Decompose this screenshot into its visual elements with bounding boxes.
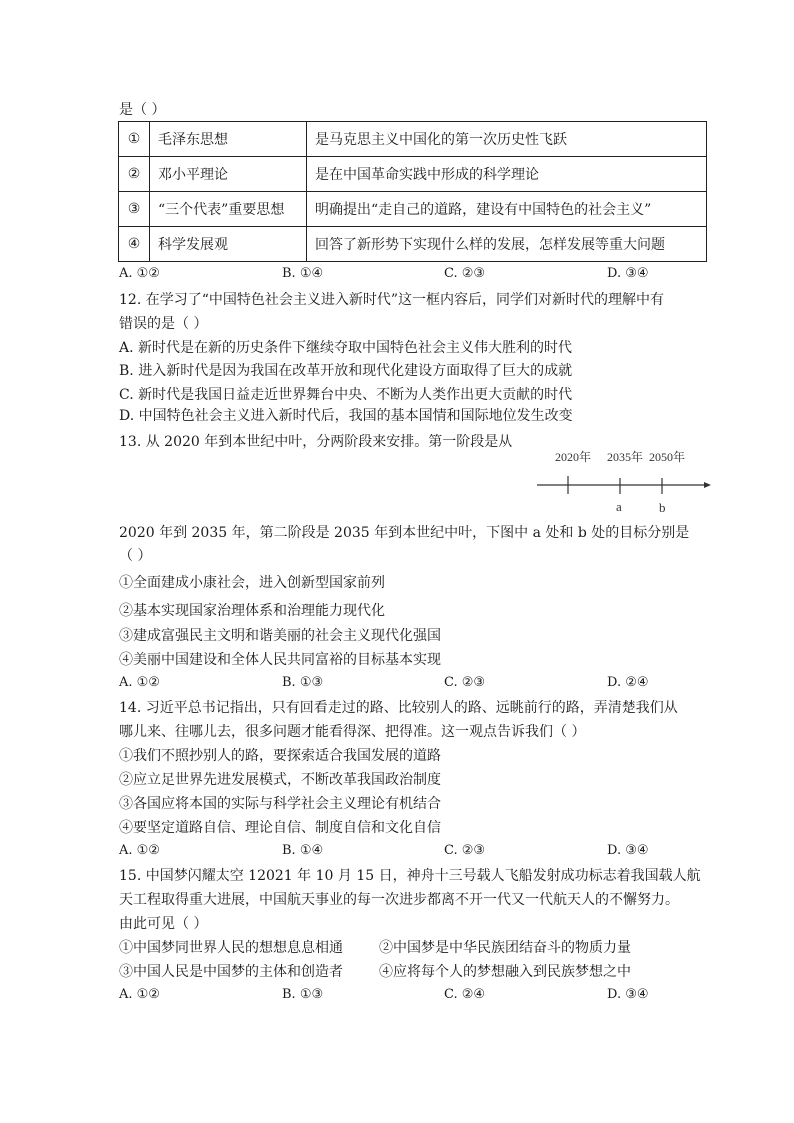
q13-item-3: ③建成富强民主文明和谐美丽的社会主义现代化强国: [119, 628, 441, 644]
q14-item-1: ①我们不照抄别人的路，要探索适合我国发展的道路: [119, 748, 441, 764]
theory-description: 是在中国革命实践中形成的科学理论: [307, 157, 707, 192]
option-d: D. ③④: [607, 987, 649, 1002]
q13-item-1: ①全面建成小康社会，进入创新型国家前列: [119, 575, 385, 591]
row-number: ②: [119, 157, 150, 192]
q14-item-3: ③各国应将本国的实际与科学社会主义理论有机结合: [119, 796, 441, 812]
option-c: C. ②③: [444, 843, 486, 858]
table-row: [119, 227, 707, 262]
arrow-right-icon: [704, 482, 711, 488]
q14-stem-line-2: 哪儿来、往哪儿去，很多问题才能看得深、把得准。这一观点告诉我们（ ）: [119, 724, 586, 740]
theory-table: [118, 121, 707, 262]
q11-stem-tail: 是（ ）: [119, 102, 166, 118]
timeline-mark-b: b: [659, 500, 666, 515]
row-number: ①: [119, 122, 150, 157]
q12-choice-d: D. 中国特色社会主义进入新时代后，我国的基本国情和国际地位发生改变: [119, 408, 573, 424]
q12-stem-line-1: 12. 在学习了“中国特色社会主义进入新时代”这一框内容后，同学们对新时代的理解中有: [119, 292, 665, 308]
q13-item-2: ②基本实现国家治理体系和治理能力现代化: [119, 603, 385, 619]
q15-stem-line-1: 15. 中国梦闪耀太空 12021 年 10 月 15 日，神舟十三号载人飞船发射成功标志着我国载人航: [119, 868, 701, 884]
q15-item-4: ④应将每个人的梦想融入到民族梦想之中: [379, 964, 631, 980]
theory-name: 毛泽东思想: [150, 122, 307, 157]
timeline-figure: [525, 441, 715, 521]
option-b: B. ①④: [282, 266, 324, 281]
q12-choice-b: B. 进入新时代是因为我国在改革开放和现代化建设方面取得了巨大的成就: [119, 363, 573, 379]
option-a: A. ①②: [119, 843, 160, 858]
q12-choice-c: C. 新时代是我国日益走近世界舞台中央、不断为人类作出更大贡献的时代: [119, 387, 573, 403]
q15-item-3: ③中国人民是中国梦的主体和创造者: [119, 964, 343, 980]
theory-name: “三个代表”重要思想: [150, 192, 307, 227]
option-a: A. ①②: [119, 675, 160, 690]
q14-item-2: ②应立足世界先进发展模式，不断改革我国政治制度: [119, 772, 441, 788]
option-c: C. ②③: [444, 675, 486, 690]
timeline-year-2020: 2020年: [555, 450, 592, 464]
q14-stem-line-1: 14. 习近平总书记指出，只有回看走过的路、比较别人的路、远眺前行的路，弄清楚我们从: [119, 700, 678, 716]
theory-description: 回答了新形势下实现什么样的发展，怎样发展等重大问题: [307, 227, 707, 262]
option-a: A. ①②: [119, 266, 160, 281]
timeline-year-2035: 2035年: [607, 450, 644, 464]
option-b: B. ①③: [282, 675, 324, 690]
q15-item-2: ②中国梦是中华民族团结奋斗的物质力量: [379, 940, 631, 956]
q13-stem-line-3: （ ）: [119, 548, 152, 564]
q13-stem-line-1: 13. 从 2020 年到本世纪中叶，分两阶段来安排。第一阶段是从: [119, 434, 513, 450]
theory-name: 邓小平理论: [150, 157, 307, 192]
timeline-year-2050: 2050年: [649, 450, 686, 464]
q15-item-1: ①中国梦同世界人民的想想息息相通: [119, 940, 343, 956]
option-d: D. ③④: [607, 843, 649, 858]
q13-options: [119, 675, 659, 695]
theory-description: 明确提出“走自己的道路，建设有中国特色的社会主义”: [307, 192, 707, 227]
q14-item-4: ④要坚定道路自信、理论自信、制度自信和文化自信: [119, 820, 441, 836]
q13-item-4: ④美丽中国建设和全体人民共同富裕的目标基本实现: [119, 652, 441, 668]
q15-options: [119, 987, 659, 1007]
q12-choice-a: A. 新时代是在新的历史条件下继续夺取中国特色社会主义伟大胜利的时代: [119, 340, 573, 356]
q12-stem-line-2: 错误的是（ ）: [119, 316, 208, 332]
option-d: D. ③④: [607, 266, 649, 281]
q15-stem-line-3: 由此可见（ ）: [119, 916, 208, 932]
table-row: [119, 122, 707, 157]
table-row: [119, 192, 707, 227]
option-b: B. ①③: [282, 987, 324, 1002]
q13-stem-line-2: 2020 年到 2035 年，第二阶段是 2035 年到本世纪中叶，下图中 a 处和 b 处的目标分别是: [119, 525, 690, 541]
theory-name: 科学发展观: [150, 227, 307, 262]
row-number: ③: [119, 192, 150, 227]
option-a: A. ①②: [119, 987, 160, 1002]
option-b: B. ①④: [282, 843, 324, 858]
row-number: ④: [119, 227, 150, 262]
option-c: C. ②④: [444, 987, 486, 1002]
option-d: D. ②④: [607, 675, 649, 690]
q14-options: [119, 843, 659, 863]
q15-stem-line-2: 天工程取得重大进展，中国航天事业的每一次进步都离不开一代又一代航天人的不懈努力。: [119, 892, 679, 908]
option-c: C. ②③: [444, 266, 486, 281]
theory-description: 是马克思主义中国化的第一次历史性飞跃: [307, 122, 707, 157]
timeline-mark-a: a: [616, 499, 622, 514]
q11-options: [119, 266, 659, 286]
table-row: [119, 157, 707, 192]
